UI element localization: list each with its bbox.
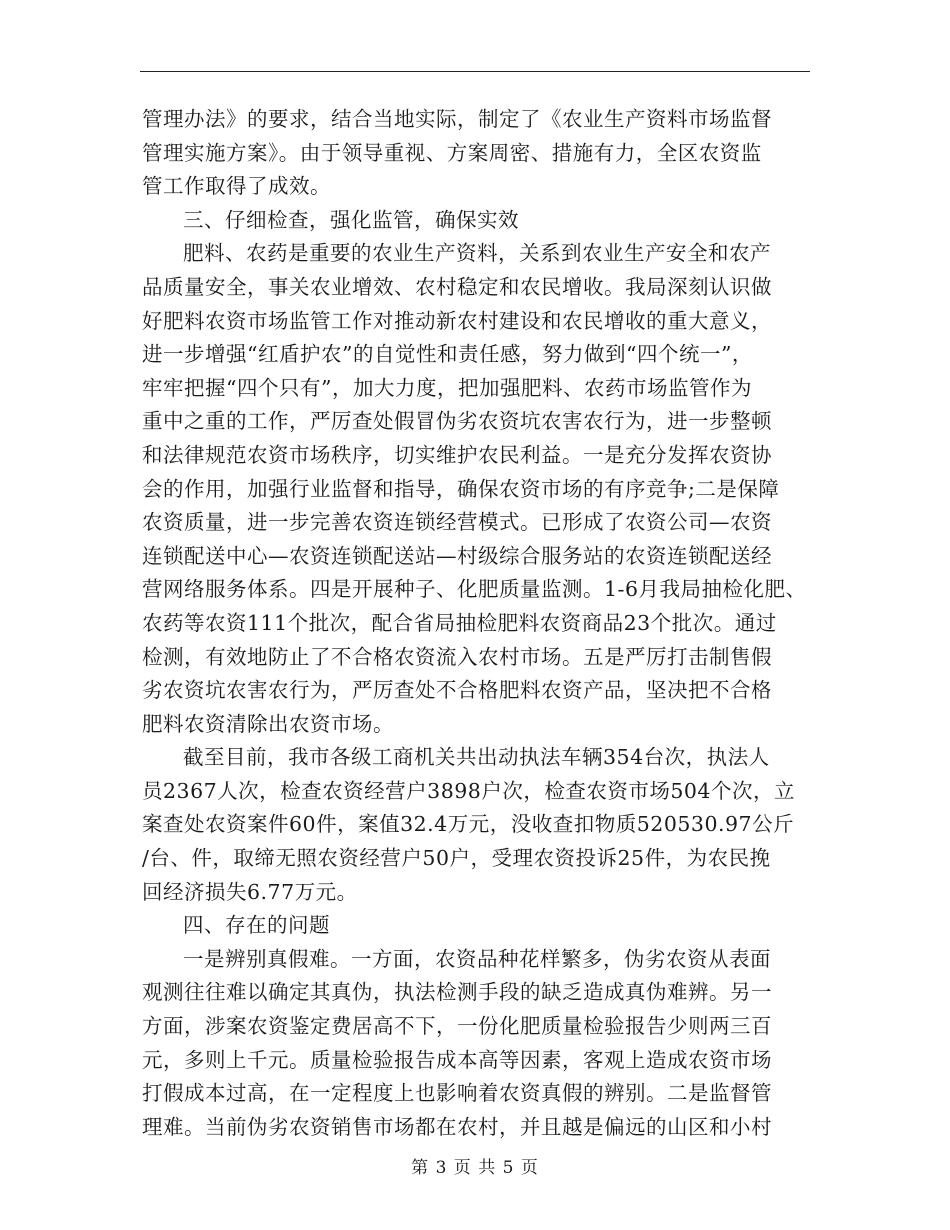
text-line: 一是辨别真假难。一方面，农资品种花样繁多，伪劣农资从表面 [183, 946, 771, 971]
text-line: 检测，有效地防止了不合格农资流入农村市场。五是严厉打击制售假 [142, 644, 772, 669]
text-line: 和法律规范农资市场秩序，切实维护农民利益。一是充分发挥农资协 [142, 442, 772, 467]
text-line: 观测往往难以确定其真伪，执法检测手段的缺乏造成真伪难辨。另一 [142, 980, 772, 1005]
text-line: 肥料农资清除出农资市场。 [142, 711, 394, 736]
text-line: 农资质量，进一步完善农资连锁经营模式。已形成了农资公司—农资 [142, 510, 772, 535]
text-line: 农药等农资111个批次，配合省局抽检肥料农资商品23个批次。通过 [142, 610, 777, 635]
text-line: 肥料、农药是重要的农业生产资料，关系到农业生产安全和农产 [183, 241, 771, 266]
section-heading-3: 三、仔细检查，强化监管，确保实效 [183, 207, 519, 232]
text-line: 会的作用，加强行业监督和指导，确保农资市场的有序竞争;二是保障 [142, 476, 780, 501]
text-line: 截至目前，我市各级工商机关共出动执法车辆354台次，执法人 [183, 745, 770, 770]
section-heading-4: 四、存在的问题 [183, 913, 330, 938]
text-line: 重中之重的工作，严厉查处假冒伪劣农资坑农害农行为，进一步整顿 [142, 409, 772, 434]
text-line: 理难。当前伪劣农资销售市场都在农村，并且越是偏远的山区和小村 [142, 1114, 772, 1139]
header-rule [140, 71, 810, 72]
text-line: 营网络服务体系。四是开展种子、化肥质量监测。1-6月我局抽检化肥、 [142, 577, 807, 602]
text-line: 牢牢把握“四个只有”，加大力度，把加强肥料、农药市场监管作为 [142, 375, 752, 400]
text-line: 管理办法》的要求，结合当地实际，制定了《农业生产资料市场监督 [142, 107, 772, 131]
text-line: 品质量安全，事关农业增效、农村稳定和农民增收。我局深刻认识做 [142, 274, 772, 299]
text-line: 方面，涉案农资鉴定费居高不下，一份化肥质量检验报告少则两三百 [142, 1014, 772, 1039]
document-body [142, 103, 812, 1144]
text-line: 好肥料农资市场监管工作对推动新农村建设和农民增收的重大意义， [142, 308, 772, 333]
text-line: 管理实施方案》。由于领导重视、方案周密、措施有力，全区农资监 [142, 140, 762, 165]
page-number: 第 3 页 共 5 页 [411, 1158, 539, 1178]
text-line: /台、件，取缔无照农资经营户50户，受理农资投诉25件，为农民挽 [142, 846, 771, 871]
text-line: 案查处农资案件60件，案值32.4万元，没收查扣物质520530.97公斤 [142, 812, 795, 837]
text-line: 管工作取得了成效。 [142, 174, 331, 199]
text-line: 员2367人次，检查农资经营户3898户次，检查农资市场504个次，立 [142, 778, 795, 803]
text-line: 进一步增强“红盾护农”的自觉性和责任感，努力做到“四个统一”， [142, 342, 753, 367]
text-line: 回经济损失6.77万元。 [142, 879, 358, 904]
text-line: 打假成本过高，在一定程度上也影响着农资真假的辨别。二是监督管 [142, 1081, 772, 1106]
text-line: 劣农资坑农害农行为，严厉查处不合格肥料农资产品，坚决把不合格 [142, 678, 772, 703]
text-line: 连锁配送中心—农资连锁配送站—村级综合服务站的农资连锁配送经 [142, 543, 772, 568]
text-line: 元，多则上千元。质量检验报告成本高等因素，客观上造成农资市场 [142, 1047, 772, 1072]
